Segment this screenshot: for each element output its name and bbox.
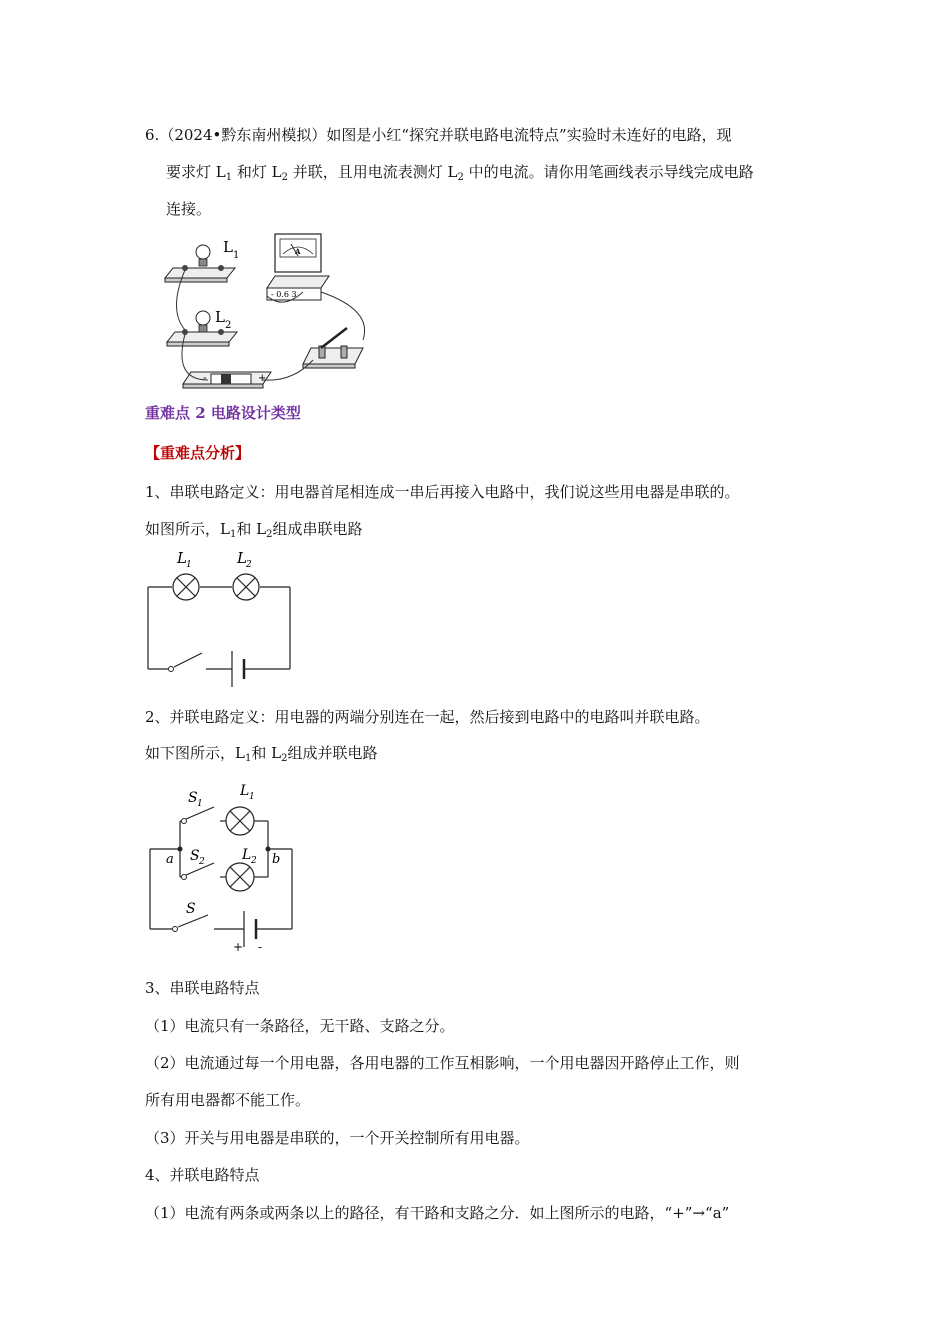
series-feature-2b: 所有用电器都不能工作。 (145, 1091, 311, 1109)
svg-text:S: S (188, 790, 198, 806)
svg-text:1: 1 (186, 560, 192, 570)
lamp-l1-symbol (173, 574, 199, 600)
svg-text:-: - (203, 371, 207, 384)
svg-text:1: 1 (197, 799, 203, 809)
switch-s2-contact (182, 875, 187, 880)
junction-a (178, 847, 183, 852)
question-6-line-3: 连接。 (166, 200, 212, 218)
question-number: 6. (145, 126, 160, 144)
svg-text:L: L (240, 783, 250, 799)
series-feature-3: （3）开关与用电器是串联的，一个开关控制所有用电器。 (145, 1129, 530, 1147)
svg-text:- 0.6 3: - 0.6 3 (271, 290, 297, 299)
section-heading: 重难点 2 电路设计类型 (145, 404, 301, 422)
svg-text:2: 2 (246, 560, 252, 570)
battery-symbol (232, 651, 244, 687)
svg-text:S: S (190, 848, 200, 864)
parallel-caption: 如下图所示，$L_1$和 $L_2$组成并联电路 (145, 744, 378, 764)
svg-text:L: L (177, 549, 187, 567)
svg-text:L: L (223, 238, 233, 256)
switch-contact (169, 667, 174, 672)
switch-s-contact (173, 927, 178, 932)
svg-text:L: L (242, 847, 252, 863)
lamp-l2-symbol (226, 863, 254, 891)
svg-text:S: S (186, 901, 196, 917)
parallel-feature-1: （1）电流有两条或两条以上的路径，有干路和支路之分．如上图所示的电路，“+”→“a” (145, 1204, 730, 1222)
series-feature-1: （1）电流只有一条路径，无干路、支路之分。 (145, 1017, 455, 1035)
series-features-heading: 3、串联电路特点 (145, 979, 260, 997)
svg-text:+: + (233, 940, 244, 954)
svg-text:2: 2 (251, 856, 257, 866)
analysis-heading: 【重难点分析】 (145, 444, 251, 462)
junction-b (266, 847, 271, 852)
question-6-line-1: 6.（2024•黔东南州模拟）如图是小红“探究并联电路电流特点”实验时未连好的电路，现 (145, 126, 732, 144)
question-6-line-2: 要求灯 $L_1$ 和灯 $L_2$ 并联，且用电流表测灯 $L_2$ 中的电流。请你用笔画线表示导线完成电路 (166, 163, 754, 183)
series-circuit-diagram (140, 545, 300, 693)
battery-holder (183, 371, 271, 388)
series-definition: 1、串联电路定义：用电器首尾相连成一串后再接入电路中，我们说这些用电器是串联的。 (145, 483, 740, 501)
svg-text:2: 2 (199, 857, 205, 867)
svg-text:a: a (166, 852, 174, 867)
series-caption: 如图所示，$L_1$和 $L_2$组成串联电路 (145, 520, 363, 540)
parallel-circuit-diagram (140, 775, 305, 955)
svg-text:-: - (258, 940, 263, 954)
series-feature-2a: （2）电流通过每一个用电器，各用电器的工作互相影响，一个用电器因开路停止工作，则 (145, 1054, 740, 1072)
physical-circuit-figure (163, 230, 378, 398)
svg-text:1: 1 (233, 250, 240, 261)
knife-switch (303, 328, 363, 368)
parallel-features-heading: 4、并联电路特点 (145, 1166, 260, 1184)
svg-text:L: L (215, 308, 225, 326)
svg-text:+: + (258, 373, 267, 384)
svg-text:2: 2 (225, 320, 232, 331)
ammeter (267, 234, 329, 300)
svg-text:A: A (295, 247, 301, 256)
switch-s1-contact (182, 819, 187, 824)
battery-symbol (244, 911, 256, 947)
lamp-l2-symbol (233, 574, 259, 600)
parallel-definition: 2、并联电路定义：用电器的两端分别连在一起，然后接到电路中的电路叫并联电路。 (145, 708, 710, 726)
svg-text:1: 1 (249, 792, 255, 802)
svg-text:b: b (272, 852, 281, 867)
svg-text:L: L (237, 549, 247, 567)
lamp-l1-symbol (226, 807, 254, 835)
